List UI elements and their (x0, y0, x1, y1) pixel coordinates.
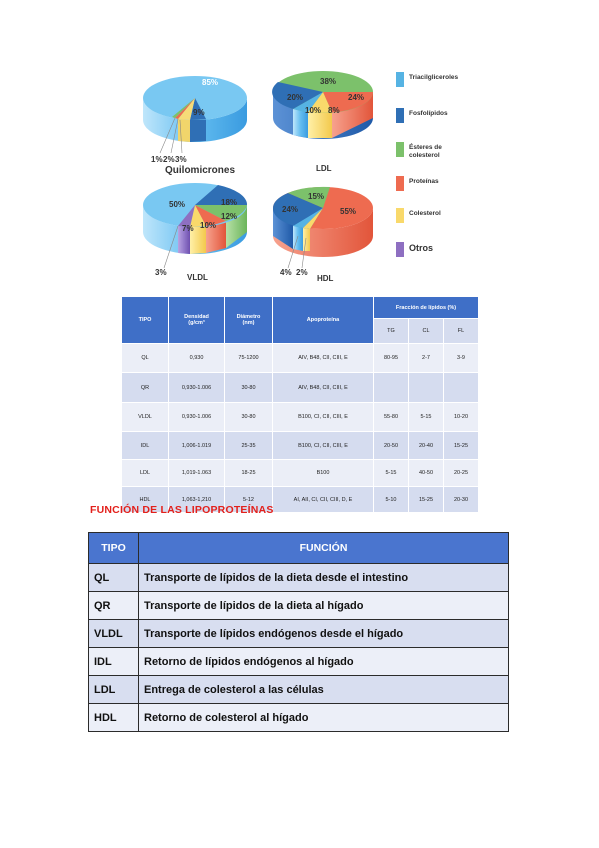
cell-tipo: QR (122, 373, 169, 403)
cell-apo: B100, CI, CII, CIII, E (273, 403, 374, 432)
cell-fl: 10-20 (444, 403, 479, 432)
cell-tipo: VLDL (122, 403, 169, 432)
func-cell-tipo: LDL (89, 676, 139, 704)
func-cell-tipo: VLDL (89, 620, 139, 648)
qm-label-9: 9% (193, 108, 205, 117)
legend-label: Colesterol (409, 210, 441, 217)
subheader-fl: FL (444, 319, 479, 344)
hdl-label-24: 24% (282, 205, 299, 214)
legend-label: Fosfolípidos (409, 110, 448, 117)
legend-swatch (396, 108, 404, 123)
legend-label: Otros (409, 243, 434, 253)
subheader-tg: TG (374, 319, 409, 344)
section-title: FUNCIÓN DE LAS LIPOPROTEÍNAS (90, 504, 274, 516)
cell-densidad: 0,930-1.006 (169, 403, 225, 432)
header-apoproteina: Apoproteína (273, 297, 374, 344)
qm-label-85: 85% (202, 78, 219, 87)
cell-tipo: QL (122, 344, 169, 373)
qm-label-3: 3% (175, 155, 187, 164)
cell-fl: 3-9 (444, 344, 479, 373)
hdl-label-15: 15% (308, 192, 325, 201)
qm-caption: Quilomicrones (165, 165, 236, 176)
header-fraccion: Fracción de lípidos (%) (374, 297, 479, 319)
table-row (122, 403, 479, 432)
cell-diametro: 25-35 (225, 432, 273, 460)
func-cell-funcion: Entrega de colesterol a las células (139, 676, 509, 704)
func-cell-tipo: QR (89, 592, 139, 620)
header-tipo: TIPO (122, 297, 169, 344)
lipoprotein-properties-table (121, 296, 479, 513)
cell-fl (444, 373, 479, 403)
cell-cl: 15-25 (409, 487, 444, 513)
cell-cl: 20-40 (409, 432, 444, 460)
legend-swatch (396, 242, 404, 257)
func-cell-funcion: Transporte de lípidos endógenos desde el hígado (139, 620, 509, 648)
vldl-label-12: 12% (221, 212, 238, 221)
cell-diametro: 5-12 (225, 487, 273, 513)
cell-fl: 20-25 (444, 460, 479, 487)
qm-label-1: 1% (151, 155, 163, 164)
cell-tipo: IDL (122, 432, 169, 460)
ldl-label-24: 24% (348, 93, 365, 102)
cell-diametro: 18-25 (225, 460, 273, 487)
func-cell-funcion: Retorno de lípidos endógenos al hígado (139, 648, 509, 676)
cell-tg: 20-50 (374, 432, 409, 460)
subheader-cl: CL (409, 319, 444, 344)
table-row (89, 648, 509, 676)
table-row (89, 676, 509, 704)
hdl-label-55: 55% (340, 207, 357, 216)
legend-swatch (396, 72, 404, 87)
vldl-caption: VLDL (187, 273, 208, 282)
vldl-label-18: 18% (221, 198, 238, 207)
legend-swatch (396, 176, 404, 191)
table-row (122, 344, 479, 373)
table-row (89, 704, 509, 732)
qm-label-2: 2% (163, 155, 175, 164)
legend-item-fosfolipidos (396, 108, 448, 123)
ldl-label-38: 38% (320, 77, 337, 86)
table-row (122, 460, 479, 487)
hdl-caption: HDL (317, 274, 334, 283)
cell-cl (409, 373, 444, 403)
table-row (89, 564, 509, 592)
func-cell-funcion: Transporte de lípidos de la dieta al hígado (139, 592, 509, 620)
cell-densidad: 0,930-1.006 (169, 373, 225, 403)
cell-tg: 55-80 (374, 403, 409, 432)
lipoprotein-function-table (88, 532, 509, 732)
cell-tipo: HDL (122, 487, 169, 513)
hdl-label-2: 2% (296, 268, 308, 277)
cell-tipo: LDL (122, 460, 169, 487)
legend-item-triacilgliceroles (396, 72, 458, 87)
header-diametro: Diámetro (nm) (225, 297, 273, 344)
cell-apo: AIV, B48, CII, CIII, E (273, 344, 374, 373)
hdl-label-4: 4% (280, 268, 292, 277)
cell-densidad: 1,019-1.063 (169, 460, 225, 487)
cell-diametro: 30-80 (225, 373, 273, 403)
cell-densidad: 0,930 (169, 344, 225, 373)
cell-cl: 40-50 (409, 460, 444, 487)
ldl-label-8: 8% (328, 106, 340, 115)
func-cell-tipo: HDL (89, 704, 139, 732)
ldl-label-10: 10% (305, 106, 322, 115)
cell-tg: 80-95 (374, 344, 409, 373)
ldl-caption: LDL (316, 164, 332, 173)
legend-label: Proteínas (409, 178, 439, 185)
cell-tg: 5-10 (374, 487, 409, 513)
legend-item-proteinas (396, 176, 439, 191)
cell-apo: B100, CI, CII, CIII, E (273, 432, 374, 460)
cell-fl: 15-25 (444, 432, 479, 460)
cell-fl: 20-30 (444, 487, 479, 513)
vldl-label-7: 7% (182, 224, 194, 233)
table-row (89, 592, 509, 620)
func-header-tipo: TIPO (89, 533, 139, 564)
vldl-label-50: 50% (169, 200, 186, 209)
table-row (122, 432, 479, 460)
legend-item-esteres-colesterol (396, 142, 442, 160)
legend-item-otros (396, 242, 433, 257)
cell-diametro: 75-1200 (225, 344, 273, 373)
cell-densidad: 1,063-1,210 (169, 487, 225, 513)
cell-tg (374, 373, 409, 403)
ldl-label-20: 20% (287, 93, 304, 102)
func-cell-tipo: QL (89, 564, 139, 592)
func-cell-funcion: Transporte de lípidos de la dieta desde el intestino (139, 564, 509, 592)
table-row (122, 373, 479, 403)
legend-swatch (396, 142, 404, 157)
cell-apo: B100 (273, 460, 374, 487)
cell-cl: 5-15 (409, 403, 444, 432)
cell-tg: 5-15 (374, 460, 409, 487)
func-header-funcion: FUNCIÓN (139, 533, 509, 564)
func-cell-funcion: Retorno de colesterol al hígado (139, 704, 509, 732)
cell-apo: AIV, B48, CII, CIII, E (273, 373, 374, 403)
legend-item-colesterol (396, 208, 441, 223)
func-cell-tipo: IDL (89, 648, 139, 676)
legend-label: Ésteres de colesterol (409, 144, 442, 159)
legend-label: Triacilgliceroles (409, 74, 459, 81)
header-densidad: Densidad (g/cm³ (169, 297, 225, 344)
vldl-label-3: 3% (155, 268, 167, 277)
cell-cl: 2-7 (409, 344, 444, 373)
cell-densidad: 1,006-1.019 (169, 432, 225, 460)
legend-swatch (396, 208, 404, 223)
vldl-label-10: 10% (200, 221, 217, 230)
cell-diametro: 30-80 (225, 403, 273, 432)
table-row (89, 620, 509, 648)
cell-apo: AI, AII, CI, CII, CIII, D, E (273, 487, 374, 513)
